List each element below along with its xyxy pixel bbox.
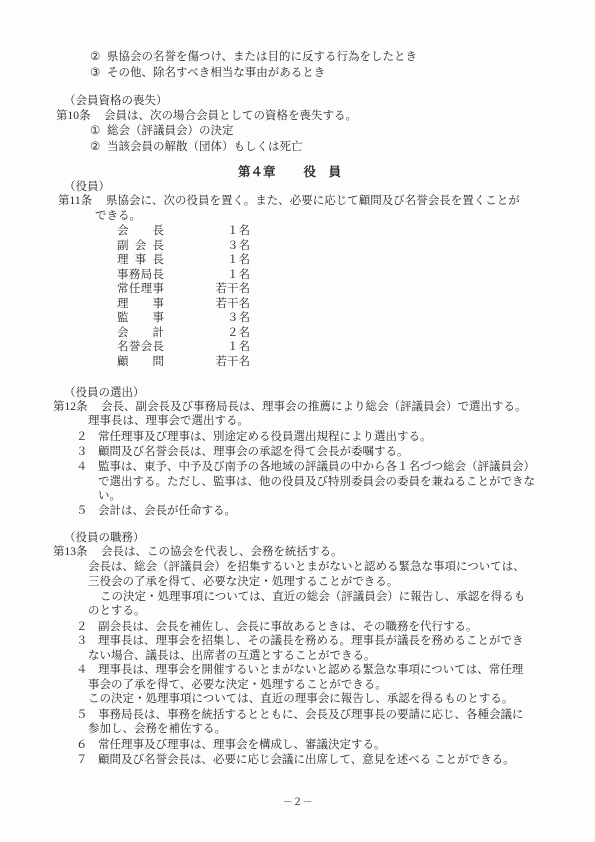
officer-count: 若干名 bbox=[215, 355, 250, 368]
list-item bbox=[90, 140, 303, 154]
article-11-heading: （役員） bbox=[64, 181, 110, 193]
paragraph-text: 監事は、東予、中予及び南予の各地域の評議員の中から各１名づつ総会（評議員会） bbox=[98, 461, 535, 473]
item-text: 総会（評議員会）の決定 bbox=[107, 125, 234, 137]
officer-count: １名 bbox=[227, 268, 250, 281]
article-text-continued: できる。 bbox=[95, 210, 141, 222]
officer-role: 常任理事 bbox=[117, 283, 164, 295]
paragraph bbox=[76, 663, 523, 677]
article-text-continued: この決定・処理事項については、直近の総会（評議員会）に報告し、承認を得るも bbox=[100, 591, 526, 603]
paragraph-number: ４ bbox=[76, 664, 88, 676]
officer-row bbox=[117, 282, 250, 296]
paragraph bbox=[76, 504, 236, 518]
officer-role: 顧問 bbox=[117, 355, 164, 368]
officer-role: 副会長 bbox=[117, 239, 164, 252]
paragraph-text: 顧問及び名誉会長は、理事会の承認を得て会長が委嘱する。 bbox=[98, 446, 409, 458]
officer-row bbox=[117, 224, 250, 238]
paragraph-text: 理事長は、理事会を招集し、その議長を務める。理事長が議長を務めることができ bbox=[98, 635, 524, 647]
paragraph bbox=[76, 430, 432, 444]
officer-row bbox=[117, 268, 250, 282]
article-number: 第11条 bbox=[58, 195, 93, 207]
paragraph-text: 理事長は、理事会を開催するいとまがないと認める緊急な事項については、常任理 bbox=[98, 664, 524, 676]
paragraph-text-continued: い。 bbox=[98, 490, 121, 502]
list-item bbox=[90, 50, 417, 64]
paragraph-text: 顧問及び名誉会長は、必要に応じ会議に出席して、意見を述べる ことができる。 bbox=[98, 754, 515, 766]
paragraph-text: 会計は、会長が任命する。 bbox=[98, 505, 236, 517]
paragraph-number: ５ bbox=[76, 505, 88, 517]
paragraph bbox=[76, 753, 515, 767]
paragraph-text: 常任理事及び理事は、理事会を構成し、審議決定する。 bbox=[98, 739, 386, 751]
article-10-line bbox=[56, 109, 357, 123]
paragraph-number: ７ bbox=[76, 754, 88, 766]
officer-role: 名誉会長 bbox=[117, 341, 164, 353]
item-text: 当該会員の解散（団体）もしくは死亡 bbox=[107, 141, 303, 153]
item-text: その他、除名すべき相当な事由があるとき bbox=[107, 67, 326, 79]
paragraph-text: 常任理事及び理事は、別途定める役員選出規程により選出する。 bbox=[98, 431, 432, 443]
officer-count: １名 bbox=[227, 254, 250, 266]
item-marker: ① bbox=[90, 125, 101, 137]
article-10-heading: （会員資格の喪失） bbox=[64, 95, 168, 107]
paragraph-text-continued: で選出する。ただし、監事は、他の役員及び特別委員会の委員を兼ねることができな bbox=[98, 476, 535, 488]
article-13-line bbox=[53, 545, 343, 559]
officer-row bbox=[117, 297, 250, 311]
paragraph-text-continued: 参加し、会務を補佐する。 bbox=[88, 723, 226, 735]
paragraph-number: ２ bbox=[76, 621, 88, 633]
officer-role: 事務局長 bbox=[117, 268, 164, 281]
officer-count: 若干名 bbox=[215, 297, 250, 310]
article-13-heading: （役員の職務） bbox=[64, 532, 145, 544]
paragraph-number: ２ bbox=[76, 431, 88, 443]
item-marker: ② bbox=[90, 51, 101, 63]
paragraph-text-continued: ない場合、議長は、出席者の互選とすることができる。 bbox=[88, 650, 376, 662]
officer-role: 会長 bbox=[117, 225, 164, 237]
officer-role: 理事長 bbox=[117, 254, 164, 266]
paragraph-number: ５ bbox=[76, 709, 88, 721]
officer-row bbox=[117, 253, 250, 267]
article-text: 会員は、次の場合会員としての資格を喪失する。 bbox=[104, 110, 357, 122]
officer-row bbox=[117, 355, 250, 369]
item-marker: ③ bbox=[90, 67, 101, 79]
officer-count: 若干名 bbox=[215, 283, 250, 295]
paragraph-text-continued: 事会の了承を得て、必要な決定・処理することができる。 bbox=[88, 679, 387, 691]
chapter-number: 第４章 bbox=[238, 165, 276, 179]
article-text: 県協会に、次の役員を置く。また、必要に応じて顧問及び名誉会長を置くことが bbox=[106, 195, 520, 207]
chapter-name: 役 員 bbox=[303, 165, 342, 179]
page-number: －２－ bbox=[282, 797, 313, 808]
paragraph bbox=[76, 445, 409, 459]
officer-role: 監事 bbox=[117, 312, 164, 324]
article-12-heading: （役員の選出） bbox=[64, 387, 145, 399]
article-number: 第12条 bbox=[53, 401, 88, 413]
article-text-continued: 理事長は、理事会で選出する。 bbox=[88, 415, 249, 427]
paragraph bbox=[76, 460, 535, 474]
paragraph bbox=[76, 708, 524, 722]
article-number: 第10条 bbox=[56, 110, 91, 122]
officer-role: 会計 bbox=[117, 326, 164, 339]
paragraph bbox=[76, 620, 478, 634]
paragraph bbox=[76, 738, 386, 752]
officer-count: ３名 bbox=[227, 312, 250, 324]
article-number: 第13条 bbox=[53, 546, 88, 558]
paragraph-number: ３ bbox=[76, 635, 88, 647]
article-12-line bbox=[53, 400, 527, 414]
paragraph-number: ４ bbox=[76, 461, 88, 473]
officer-count: １名 bbox=[227, 225, 250, 237]
paragraph-text: 事務局長は、事務を統括するとともに、会長及び理事長の要請に応じ、各種会議に bbox=[98, 709, 524, 721]
officer-row bbox=[117, 326, 250, 340]
article-text-continued: 会長は、総会（評議員会）を招集するいとまがないと認める緊急な事項については、 bbox=[88, 561, 525, 573]
officer-role: 理事 bbox=[117, 297, 164, 310]
paragraph-text: 副会長は、会長を補佐し、会長に事故あるときは、その職務を代行する。 bbox=[98, 621, 478, 633]
officer-count: １名 bbox=[227, 341, 250, 353]
chapter-title bbox=[238, 165, 341, 180]
officer-row bbox=[117, 239, 250, 253]
item-text: 県協会の名誉を傷つけ、または目的に反する行為をしたとき bbox=[107, 51, 418, 63]
article-text: 会長は、この協会を代表し、会務を統括する。 bbox=[101, 546, 343, 558]
article-text: 会長、副会長及び事務局長は、理事会の推薦により総会（評議員会）で選出する。 bbox=[101, 401, 527, 413]
paragraph-text-continued: この決定・処理事項については、直近の理事会に報告し、承認を得るものとする。 bbox=[88, 693, 514, 705]
officer-row bbox=[117, 311, 250, 325]
officer-row bbox=[117, 340, 250, 354]
item-marker: ② bbox=[90, 141, 101, 153]
article-11-line bbox=[58, 194, 520, 208]
officer-count: ２名 bbox=[227, 326, 250, 339]
list-item bbox=[90, 124, 234, 138]
list-item bbox=[90, 66, 325, 80]
officer-count: ３名 bbox=[227, 239, 250, 252]
paragraph-number: ３ bbox=[76, 446, 88, 458]
article-text-continued: のとする。 bbox=[88, 605, 146, 617]
paragraph-number: ６ bbox=[76, 739, 88, 751]
paragraph bbox=[76, 634, 524, 648]
article-text-continued: 三役会の了承を得て、必要な決定・処理することができる。 bbox=[88, 576, 399, 588]
